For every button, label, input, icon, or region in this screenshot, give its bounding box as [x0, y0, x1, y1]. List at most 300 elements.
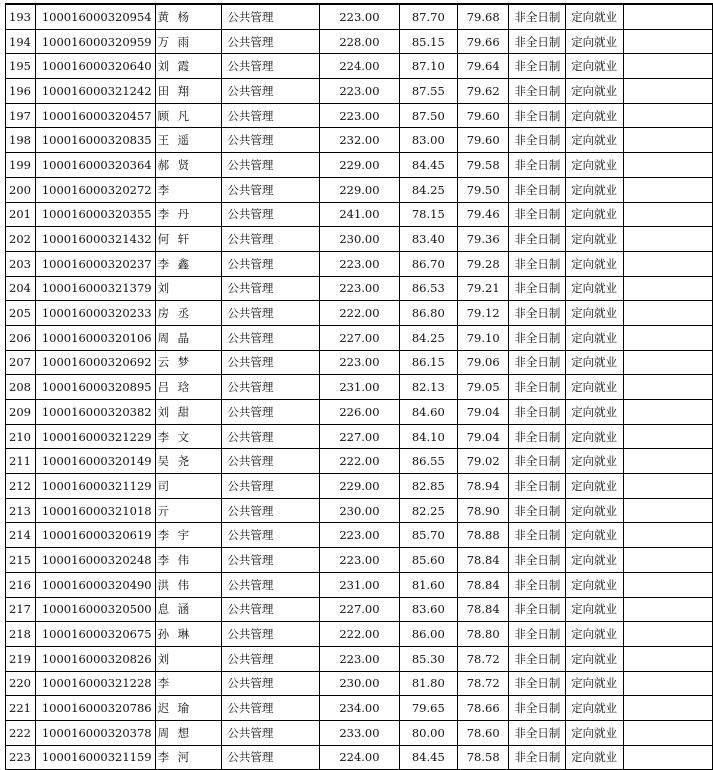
- row-number-cell: 223: [6, 745, 36, 770]
- blank-cell: [623, 29, 712, 54]
- interview-score-cell: 82.25: [399, 498, 457, 523]
- study-mode-cell: 非全日制: [509, 498, 566, 523]
- table-row: [6, 251, 713, 276]
- study-mode-cell: 非全日制: [509, 548, 566, 573]
- employment-type-cell: 定向就业: [566, 276, 624, 301]
- major-cell: 公共管理: [222, 251, 320, 276]
- table-row: [6, 227, 713, 252]
- candidate-id-cell: 100016000321129: [35, 474, 155, 499]
- name-cell: [155, 523, 222, 548]
- major-cell: 公共管理: [222, 375, 320, 400]
- surname: 刘: [157, 281, 170, 296]
- employment-type-cell: 定向就业: [566, 597, 624, 622]
- employment-type-cell: 定向就业: [566, 745, 624, 770]
- name-cell: [155, 301, 222, 326]
- interview-score-cell: 85.15: [399, 29, 457, 54]
- row-number-cell: 209: [6, 400, 36, 425]
- table-row: [6, 474, 713, 499]
- table-row: [6, 622, 713, 647]
- results-table: [5, 3, 713, 770]
- employment-type-cell: 定向就业: [566, 548, 624, 573]
- given-name: 宇: [177, 528, 190, 543]
- preliminary-score-cell: 229.00: [320, 474, 399, 499]
- blank-cell: [623, 325, 712, 350]
- interview-score-cell: 87.70: [399, 4, 457, 29]
- candidate-id-cell: 100016000320786: [35, 696, 155, 721]
- total-score-cell: 78.84: [458, 548, 509, 573]
- name-cell: [155, 128, 222, 153]
- total-score-cell: 79.02: [458, 449, 509, 474]
- employment-type-cell: 定向就业: [566, 622, 624, 647]
- given-name: 尧: [177, 454, 190, 469]
- blank-cell: [623, 251, 712, 276]
- interview-score-cell: 84.10: [399, 424, 457, 449]
- candidate-id-cell: 100016000320248: [35, 548, 155, 573]
- total-score-cell: 79.12: [458, 301, 509, 326]
- row-number-cell: 195: [6, 54, 36, 79]
- name-cell: [155, 350, 222, 375]
- name-cell: [155, 54, 222, 79]
- candidate-id-cell: 100016000321379: [35, 276, 155, 301]
- blank-cell: [623, 671, 712, 696]
- name-cell: [155, 227, 222, 252]
- major-cell: 公共管理: [222, 696, 320, 721]
- employment-type-cell: 定向就业: [566, 424, 624, 449]
- total-score-cell: 79.58: [458, 153, 509, 178]
- major-cell: 公共管理: [222, 29, 320, 54]
- table-row: [6, 202, 713, 227]
- candidate-id-cell: 100016000320640: [35, 54, 155, 79]
- interview-score-cell: 83.40: [399, 227, 457, 252]
- candidate-id-cell: 100016000320106: [35, 325, 155, 350]
- blank-cell: [623, 276, 712, 301]
- table-row: [6, 153, 713, 178]
- surname: 李: [157, 552, 170, 567]
- employment-type-cell: 定向就业: [566, 449, 624, 474]
- name-cell: [155, 79, 222, 104]
- interview-score-cell: 86.80: [399, 301, 457, 326]
- study-mode-cell: 非全日制: [509, 79, 566, 104]
- major-cell: 公共管理: [222, 79, 320, 104]
- row-number-cell: 221: [6, 696, 36, 721]
- blank-cell: [623, 153, 712, 178]
- surname: 云: [157, 355, 170, 370]
- total-score-cell: 79.04: [458, 400, 509, 425]
- total-score-cell: 78.84: [458, 597, 509, 622]
- row-number-cell: 207: [6, 350, 36, 375]
- blank-cell: [623, 474, 712, 499]
- study-mode-cell: 非全日制: [509, 622, 566, 647]
- employment-type-cell: 定向就业: [566, 523, 624, 548]
- total-score-cell: 78.80: [458, 622, 509, 647]
- surname: 李: [157, 676, 170, 691]
- row-number-cell: 196: [6, 79, 36, 104]
- table-row: [6, 325, 713, 350]
- table-row: [6, 177, 713, 202]
- name-cell: [155, 696, 222, 721]
- interview-score-cell: 84.45: [399, 745, 457, 770]
- total-score-cell: 78.60: [458, 720, 509, 745]
- total-score-cell: 78.90: [458, 498, 509, 523]
- row-number-cell: 214: [6, 523, 36, 548]
- given-name: 遥: [177, 133, 190, 148]
- row-number-cell: 212: [6, 474, 36, 499]
- interview-score-cell: 85.60: [399, 548, 457, 573]
- blank-cell: [623, 227, 712, 252]
- table-row: [6, 4, 713, 29]
- interview-score-cell: 87.10: [399, 54, 457, 79]
- preliminary-score-cell: 228.00: [320, 29, 399, 54]
- candidate-id-cell: 100016000320826: [35, 646, 155, 671]
- row-number-cell: 205: [6, 301, 36, 326]
- name-cell: [155, 325, 222, 350]
- row-number-cell: 218: [6, 622, 36, 647]
- table-row: [6, 523, 713, 548]
- interview-score-cell: 82.85: [399, 474, 457, 499]
- row-number-cell: 204: [6, 276, 36, 301]
- study-mode-cell: 非全日制: [509, 400, 566, 425]
- candidate-id-cell: 100016000321228: [35, 671, 155, 696]
- row-number-cell: 200: [6, 177, 36, 202]
- employment-type-cell: 定向就业: [566, 177, 624, 202]
- name-cell: [155, 474, 222, 499]
- given-name: 轩: [177, 232, 190, 247]
- study-mode-cell: 非全日制: [509, 4, 566, 29]
- candidate-id-cell: 100016000320895: [35, 375, 155, 400]
- table-row: [6, 276, 713, 301]
- total-score-cell: 79.50: [458, 177, 509, 202]
- preliminary-score-cell: 229.00: [320, 177, 399, 202]
- name-cell: [155, 153, 222, 178]
- employment-type-cell: 定向就业: [566, 720, 624, 745]
- given-name: 琳: [177, 627, 190, 642]
- major-cell: 公共管理: [222, 646, 320, 671]
- blank-cell: [623, 745, 712, 770]
- employment-type-cell: 定向就业: [566, 400, 624, 425]
- study-mode-cell: 非全日制: [509, 177, 566, 202]
- surname: 迟: [157, 701, 170, 716]
- preliminary-score-cell: 223.00: [320, 350, 399, 375]
- given-name: 文: [177, 429, 190, 444]
- row-number-cell: 222: [6, 720, 36, 745]
- study-mode-cell: 非全日制: [509, 523, 566, 548]
- row-number-cell: 202: [6, 227, 36, 252]
- given-name: 伟: [177, 577, 190, 592]
- interview-score-cell: 83.00: [399, 128, 457, 153]
- surname: 息: [157, 602, 170, 617]
- preliminary-score-cell: 232.00: [320, 128, 399, 153]
- interview-score-cell: 81.60: [399, 572, 457, 597]
- study-mode-cell: 非全日制: [509, 301, 566, 326]
- study-mode-cell: 非全日制: [509, 29, 566, 54]
- row-number-cell: 208: [6, 375, 36, 400]
- preliminary-score-cell: 224.00: [320, 54, 399, 79]
- given-name: 瑜: [177, 701, 190, 716]
- major-cell: 公共管理: [222, 202, 320, 227]
- preliminary-score-cell: 223.00: [320, 548, 399, 573]
- employment-type-cell: 定向就业: [566, 4, 624, 29]
- total-score-cell: 78.66: [458, 696, 509, 721]
- surname: 李: [157, 429, 170, 444]
- candidate-id-cell: 100016000320619: [35, 523, 155, 548]
- candidate-id-cell: 100016000321242: [35, 79, 155, 104]
- employment-type-cell: 定向就业: [566, 79, 624, 104]
- total-score-cell: 78.94: [458, 474, 509, 499]
- study-mode-cell: 非全日制: [509, 227, 566, 252]
- preliminary-score-cell: 222.00: [320, 449, 399, 474]
- given-name: 雨: [177, 34, 190, 49]
- major-cell: 公共管理: [222, 671, 320, 696]
- candidate-id-cell: 100016000320457: [35, 103, 155, 128]
- study-mode-cell: 非全日制: [509, 720, 566, 745]
- surname: 周: [157, 330, 170, 345]
- row-number-cell: 211: [6, 449, 36, 474]
- table-row: [6, 548, 713, 573]
- surname: 房: [157, 306, 170, 321]
- table-row: [6, 29, 713, 54]
- row-number-cell: 199: [6, 153, 36, 178]
- candidate-id-cell: 100016000321018: [35, 498, 155, 523]
- name-cell: [155, 745, 222, 770]
- table-row: [6, 375, 713, 400]
- major-cell: 公共管理: [222, 4, 320, 29]
- total-score-cell: 79.60: [458, 128, 509, 153]
- surname: 黄: [157, 9, 170, 24]
- table-row: [6, 720, 713, 745]
- employment-type-cell: 定向就业: [566, 153, 624, 178]
- candidate-id-cell: 100016000320149: [35, 449, 155, 474]
- surname: 何: [157, 232, 170, 247]
- blank-cell: [623, 301, 712, 326]
- table-row: [6, 498, 713, 523]
- preliminary-score-cell: 223.00: [320, 79, 399, 104]
- employment-type-cell: 定向就业: [566, 251, 624, 276]
- row-number-cell: 206: [6, 325, 36, 350]
- preliminary-score-cell: 223.00: [320, 646, 399, 671]
- name-cell: [155, 646, 222, 671]
- study-mode-cell: 非全日制: [509, 745, 566, 770]
- table-row: [6, 128, 713, 153]
- total-score-cell: 79.64: [458, 54, 509, 79]
- surname: 李: [157, 750, 170, 765]
- major-cell: 公共管理: [222, 103, 320, 128]
- preliminary-score-cell: 222.00: [320, 301, 399, 326]
- surname: 亓: [157, 503, 170, 518]
- surname: 周: [157, 725, 170, 740]
- row-number-cell: 203: [6, 251, 36, 276]
- surname: 万: [157, 34, 170, 49]
- major-cell: 公共管理: [222, 548, 320, 573]
- study-mode-cell: 非全日制: [509, 54, 566, 79]
- study-mode-cell: 非全日制: [509, 325, 566, 350]
- study-mode-cell: 非全日制: [509, 153, 566, 178]
- surname: 李: [157, 182, 170, 197]
- table-row: [6, 103, 713, 128]
- given-name: 丹: [177, 207, 190, 222]
- total-score-cell: 79.62: [458, 79, 509, 104]
- major-cell: 公共管理: [222, 325, 320, 350]
- preliminary-score-cell: 227.00: [320, 325, 399, 350]
- study-mode-cell: 非全日制: [509, 646, 566, 671]
- table-row: [6, 449, 713, 474]
- table-row: [6, 745, 713, 770]
- blank-cell: [623, 523, 712, 548]
- surname: 顾: [157, 108, 170, 123]
- preliminary-score-cell: 234.00: [320, 696, 399, 721]
- table-row: [6, 646, 713, 671]
- given-name: 伟: [177, 552, 190, 567]
- given-name: 贤: [177, 157, 190, 172]
- preliminary-score-cell: 230.00: [320, 671, 399, 696]
- interview-score-cell: 84.60: [399, 400, 457, 425]
- employment-type-cell: 定向就业: [566, 350, 624, 375]
- candidate-id-cell: 100016000320959: [35, 29, 155, 54]
- candidate-id-cell: 100016000320490: [35, 572, 155, 597]
- preliminary-score-cell: 229.00: [320, 153, 399, 178]
- blank-cell: [623, 696, 712, 721]
- blank-cell: [623, 128, 712, 153]
- surname: 洪: [157, 577, 170, 592]
- study-mode-cell: 非全日制: [509, 474, 566, 499]
- preliminary-score-cell: 226.00: [320, 400, 399, 425]
- preliminary-score-cell: 227.00: [320, 424, 399, 449]
- blank-cell: [623, 79, 712, 104]
- study-mode-cell: 非全日制: [509, 128, 566, 153]
- surname: 刘: [157, 404, 170, 419]
- study-mode-cell: 非全日制: [509, 671, 566, 696]
- surname: 刘: [157, 651, 170, 666]
- given-name: 霞: [177, 59, 190, 74]
- study-mode-cell: 非全日制: [509, 202, 566, 227]
- interview-score-cell: 86.00: [399, 622, 457, 647]
- name-cell: [155, 498, 222, 523]
- blank-cell: [623, 202, 712, 227]
- given-name: 梦: [177, 355, 190, 370]
- given-name: 想: [177, 725, 190, 740]
- surname: 田: [157, 83, 170, 98]
- blank-cell: [623, 375, 712, 400]
- preliminary-score-cell: 230.00: [320, 227, 399, 252]
- study-mode-cell: 非全日制: [509, 251, 566, 276]
- blank-cell: [623, 350, 712, 375]
- given-name: 河: [177, 750, 190, 765]
- surname: 吕: [157, 380, 170, 395]
- given-name: 凡: [177, 108, 190, 123]
- name-cell: [155, 671, 222, 696]
- row-number-cell: 216: [6, 572, 36, 597]
- table-row: [6, 424, 713, 449]
- interview-score-cell: 87.50: [399, 103, 457, 128]
- candidate-id-cell: 100016000320233: [35, 301, 155, 326]
- blank-cell: [623, 177, 712, 202]
- candidate-id-cell: 100016000321229: [35, 424, 155, 449]
- study-mode-cell: 非全日制: [509, 696, 566, 721]
- surname: 孙: [157, 627, 170, 642]
- surname: 吴: [157, 454, 170, 469]
- total-score-cell: 78.84: [458, 572, 509, 597]
- blank-cell: [623, 548, 712, 573]
- preliminary-score-cell: 241.00: [320, 202, 399, 227]
- preliminary-score-cell: 230.00: [320, 498, 399, 523]
- surname: 司: [157, 478, 170, 493]
- employment-type-cell: 定向就业: [566, 474, 624, 499]
- total-score-cell: 79.06: [458, 350, 509, 375]
- table-row: [6, 696, 713, 721]
- table-row: [6, 597, 713, 622]
- name-cell: [155, 400, 222, 425]
- major-cell: 公共管理: [222, 622, 320, 647]
- employment-type-cell: 定向就业: [566, 671, 624, 696]
- candidate-id-cell: 100016000320237: [35, 251, 155, 276]
- row-number-cell: 201: [6, 202, 36, 227]
- blank-cell: [623, 400, 712, 425]
- study-mode-cell: 非全日制: [509, 103, 566, 128]
- interview-score-cell: 87.55: [399, 79, 457, 104]
- interview-score-cell: 81.80: [399, 671, 457, 696]
- employment-type-cell: 定向就业: [566, 227, 624, 252]
- major-cell: 公共管理: [222, 400, 320, 425]
- name-cell: [155, 720, 222, 745]
- table-row: [6, 79, 713, 104]
- surname: 刘: [157, 59, 170, 74]
- row-number-cell: 213: [6, 498, 36, 523]
- row-number-cell: 219: [6, 646, 36, 671]
- major-cell: 公共管理: [222, 424, 320, 449]
- name-cell: [155, 276, 222, 301]
- blank-cell: [623, 597, 712, 622]
- employment-type-cell: 定向就业: [566, 696, 624, 721]
- preliminary-score-cell: 227.00: [320, 597, 399, 622]
- major-cell: 公共管理: [222, 227, 320, 252]
- given-name: 翔: [177, 83, 190, 98]
- row-number-cell: 197: [6, 103, 36, 128]
- row-number-cell: 194: [6, 29, 36, 54]
- blank-cell: [623, 622, 712, 647]
- study-mode-cell: 非全日制: [509, 350, 566, 375]
- given-name: 杨: [177, 9, 190, 24]
- given-name: 涵: [177, 602, 190, 617]
- name-cell: [155, 597, 222, 622]
- candidate-id-cell: 100016000320954: [35, 4, 155, 29]
- employment-type-cell: 定向就业: [566, 202, 624, 227]
- study-mode-cell: 非全日制: [509, 424, 566, 449]
- blank-cell: [623, 54, 712, 79]
- study-mode-cell: 非全日制: [509, 449, 566, 474]
- name-cell: [155, 29, 222, 54]
- major-cell: 公共管理: [222, 128, 320, 153]
- table-row: [6, 572, 713, 597]
- employment-type-cell: 定向就业: [566, 29, 624, 54]
- total-score-cell: 79.36: [458, 227, 509, 252]
- employment-type-cell: 定向就业: [566, 301, 624, 326]
- study-mode-cell: 非全日制: [509, 572, 566, 597]
- blank-cell: [623, 424, 712, 449]
- major-cell: 公共管理: [222, 301, 320, 326]
- candidate-id-cell: 100016000320500: [35, 597, 155, 622]
- candidate-id-cell: 100016000321432: [35, 227, 155, 252]
- interview-score-cell: 86.53: [399, 276, 457, 301]
- preliminary-score-cell: 222.00: [320, 622, 399, 647]
- interview-score-cell: 84.45: [399, 153, 457, 178]
- table-row: [6, 400, 713, 425]
- given-name: 甜: [177, 404, 190, 419]
- blank-cell: [623, 449, 712, 474]
- total-score-cell: 79.46: [458, 202, 509, 227]
- name-cell: [155, 572, 222, 597]
- candidate-id-cell: 100016000321159: [35, 745, 155, 770]
- total-score-cell: 79.04: [458, 424, 509, 449]
- study-mode-cell: 非全日制: [509, 597, 566, 622]
